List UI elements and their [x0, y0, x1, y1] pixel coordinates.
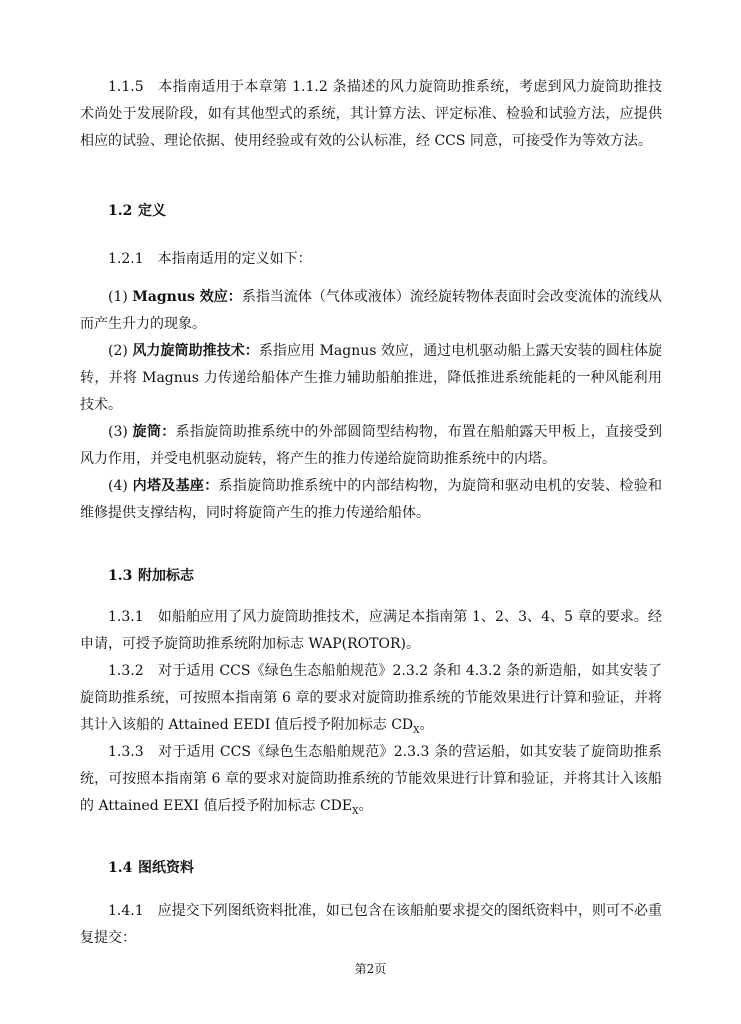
clause-1-3-3 [80, 739, 662, 826]
clause-text: 1.3.2 对于适用 CCS《绿色生态船舶规范》2.3.2 条和 4.3.2 条的新造船，如其安装了旋筒助推系统，可按照本指南第 6 章的要求对旋筒助推系统的节能效果进行计算和验证，并将其计入该船的 Attained EEDI 值后授予附加标志 CD [80, 663, 662, 733]
clause-end: 。 [419, 717, 434, 733]
definition-term: 风力旋筒助推技术： [132, 343, 259, 359]
definition-term: 内塔及基座： [132, 478, 219, 494]
subscript: X [413, 725, 420, 736]
definition-label: (3) [108, 424, 128, 440]
section-title: 附加标志 [138, 568, 194, 584]
section-number: 1.2 [108, 203, 133, 219]
clause-1-1-5: 1.1.5 本指南适用于本章第 1.1.2 条描述的风力旋筒助推系统，考虑到风力旋筒助推技术尚处于发展阶段，如有其他型式的系统，其计算方法、评定标准、检验和试验方法，应提供相应的试验、理论依据、使用经验或有效的公认标准，经 CCS 同意，可接受作为等效方法。 [80, 79, 662, 149]
section-heading-1-2 [108, 201, 166, 221]
clause-1-4-1: 1.4.1 应提交下列图纸资料批准，如已包含在该船舶要求提交的图纸资料中，则可不必重复提交： [80, 903, 662, 946]
definition-label: (4) [108, 478, 128, 494]
definition-item [80, 338, 662, 419]
section-heading-1-4 [108, 858, 194, 878]
definition-item [80, 473, 662, 527]
definition-text: 系指应用 Magnus 效应，通过电机驱动船上露天安装的圆柱体旋转，并将 Magnus 力传递给船体产生推力辅助船舶推进，降低推进系统能耗的一种风能利用技术。 [80, 343, 663, 413]
definition-text: 系指旋筒助推系统中的内部结构物，为旋筒和驱动电机的安装、检验和维修提供支撑结构，同时将旋筒产生的推力传递给船体。 [80, 478, 663, 521]
clause-end: 。 [358, 798, 373, 814]
clause-1-3-1: 1.3.1 如船舶应用了风力旋筒助推技术，应满足本指南第 1、2、3、4、5 章的要求。经申请，可授予旋筒助推系统附加标志 WAP(ROTOR)。 [80, 609, 662, 652]
definition-text: 系指当流体（气体或液体）流经旋转物体表面时会改变流体的流线从而产生升力的现象。 [80, 289, 662, 332]
page-number: 第2页 [354, 962, 387, 976]
section-title: 定义 [138, 203, 166, 219]
definition-item [80, 284, 662, 338]
definition-term: Magnus 效应： [132, 289, 242, 305]
subscript: X [352, 806, 359, 817]
definition-label: (1) [108, 289, 128, 305]
section-heading-1-3 [108, 566, 194, 586]
definition-term: 旋筒： [132, 424, 176, 440]
section-title: 图纸资料 [138, 860, 194, 876]
clause-text: 1.3.3 对于适用 CCS《绿色生态船舶规范》2.3.3 条的营运船，如其安装了旋筒助推系统，可按照本指南第 6 章的要求对旋筒助推系统的节能效果进行计算和验证，并将其计入该船的 Attained EEXI 值后授予附加标志 CDE [80, 744, 662, 814]
section-number: 1.4 [108, 860, 133, 876]
definition-label: (2) [108, 343, 128, 359]
definition-text: 系指旋筒助推系统中的外部圆筒型结构物，布置在船舶露天甲板上，直接受到风力作用，并受电机驱动旋转，将产生的推力传递给旋筒助推系统中的内塔。 [80, 424, 663, 467]
definition-item [80, 419, 662, 473]
clause-1-2-1: 1.2.1 本指南适用的定义如下： [108, 251, 312, 267]
section-number: 1.3 [108, 568, 133, 584]
clause-1-3-2 [80, 658, 662, 745]
